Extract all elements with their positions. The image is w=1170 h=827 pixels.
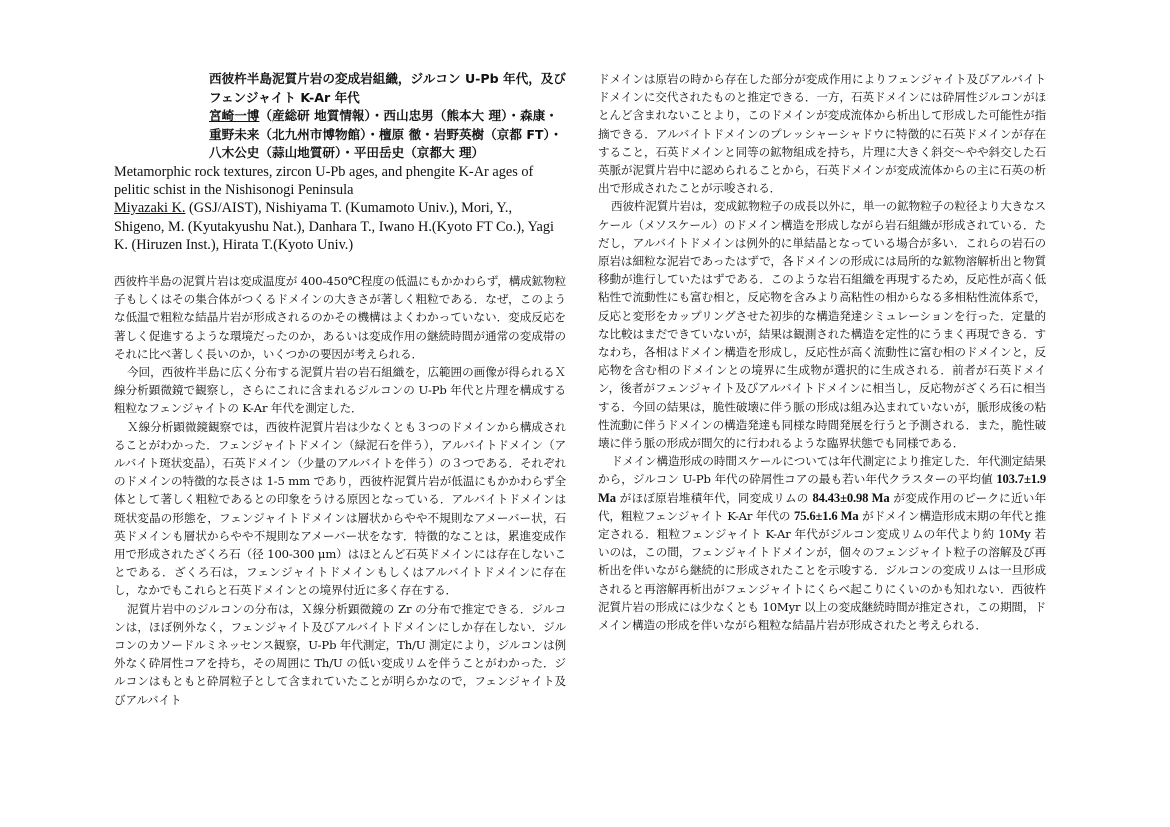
metamorphic-rim-age: 84.43±0.98 Ma	[812, 490, 890, 505]
japanese-authors	[209, 107, 566, 163]
english-title: Metamorphic rock textures, zircon U-Pb ages, and phengite K-Ar ages of pelitic schist in the Nishisonogi Peninsula	[114, 163, 534, 199]
right-column	[598, 70, 1046, 634]
abstract-body-left	[114, 272, 566, 709]
age-paragraph	[598, 452, 1046, 634]
paragraph: Ｘ線分析顕微鏡観察では，西彼杵泥質片岩は少なくとも３つのドメインから構成されることがわかった．フェンジャイトドメイン（緑泥石を伴う），アルバイトドメイン（アルバイト斑状変晶），石英ドメイン（少量のアルバイトを伴う）の３つである．それぞれのドメインの特徴的な長さは 1-5 mm であり，西彼杵泥質片岩が低温にもかかわらず全体として著しく粗粒であるとの印象をうける原因となっている．アルバイトドメインは斑状変晶の形態を，フェンジャイトドメインは層状からやや不規則なアメーバー状，石英ドメインも層状からやや不規則なアメーバー状をなす．特徴的なことは，累進変成作用で形成されたざくろ石（径 100-300 μm）はほとんど石英ドメインには存在しないことである．ざくろ石は，フェンジャイトドメインもしくはアルバイトドメインに存在し，なかでもこれらと石英ドメインとの境界付近に多く存在する．	[114, 419, 566, 598]
coauthors-en: (GSJ/AIST), Nishiyama T. (Kumamoto Univ.), Mori, Y., Shigeno, M. (Kyutakyushu Nat.), Danhara T., Iwano H.(Kyoto FT Co.), Yagi K. (Hiruzen Inst.), Hirata T.(Kyoto Univ.)	[114, 200, 554, 253]
presenting-author-en: Miyazaki K.	[114, 200, 186, 217]
paragraph: 西彼杵半島の泥質片岩は変成温度が 400-450℃程度の低温にもかかわらず，構成鉱物粒子もしくはその集合体がつくるドメインの大きさが著しく粗粒である．なぜ，このような低温で粗粒な結晶片岩が形成されるのかその機構はよくわかっていない．変成反応を著しく促進するような環境だったのか，あるいは変成作用の継続時間が通常の変成帯のそれに比べ著しく長いのか，いくつかの要因が考えられる．	[114, 273, 566, 361]
phengite-kar-age: 75.6±1.6 Ma	[794, 508, 859, 523]
age-text: が変成作用のピークに近い年代，粗粒フェンジャイト K-Ar 年代の	[598, 490, 1046, 523]
abstract-body-right	[598, 70, 1046, 634]
age-text: がほぼ原岩堆積年代，同変成リムの	[615, 490, 813, 505]
english-authors	[114, 199, 566, 254]
coauthors-ja: （産総研 地質情報）・西山忠男（熊本大 理）・森康・重野未来（北九州市博物館）・檀原 徹・岩野英樹（京都 FT）・八木公史（蒜山地質研）・平田岳史（京都大 理）	[209, 108, 563, 161]
japanese-title: 西彼杵半島泥質片岩の変成岩組織，ジルコン U-Pb 年代，及びフェンジャイト K-Ar 年代	[209, 71, 566, 105]
paragraph: 今回，西彼杵半島に広く分布する泥質片岩の岩石組織を，広範囲の画像が得られるＸ線分析顕微鏡で観察し，さらにこれに含まれるジルコンの U-Pb 年代と片理を構成する粗粒なフェンジャイトの K-Ar 年代を測定した．	[114, 365, 566, 416]
paragraph: 西彼杵泥質片岩は，変成鉱物粒子の成長以外に，単一の鉱物粒子の粒径より大きなスケール（メソスケール）のドメイン構造を形成しながら岩石組織が形成されている．ただし，アルバイトドメインは例外的に単結晶となっている場合が多い．これらの岩石の原岩は細粒な泥岩であったはずで，各ドメインの形成には局所的な鉱物溶解析出と物質移動が進行していたはずである．このような岩石組織を再現するため，反応性が高く低粘性で流動性にも富む相と，反応物を含みより高粘性の相からなる多相粘性流体系で，反応と変形をカップリングさせた初歩的な構造発達シミュレーションを行った．定量的な比較はまだできていないが，結果は観測された構造を定性的にうまく再現できる．すなわち，各相はドメイン構造を形成し，反応性が高く流動性に富む相のドメインと，反応物を含む相のドメインとの境界に生成物が選択的に生成される．前者が石英ドメイン，後者がフェンジャイト及びアルバイトドメインに相当し，反応物がざくろ石に相当する．今回の結果は，脆性破壊に伴う脈の形成は組み込まれていないが，脈形成後の粘性流動に伴うドメインの構造発達も同様な時間発展を行うと予測される．また，脆性破壊に伴う脈の形成が間欠的に行われるような臨界状態でも同様である．	[598, 199, 1046, 451]
paragraph: ドメインは原岩の時から存在した部分が変成作用によりフェンジャイト及びアルバイトドメインに交代されたものと推定できる．一方，石英ドメインには砕屑性ジルコンがほとんど含まれないことより，このドメインが変成流体から析出して形成した可能性が指摘できる．アルバイトドメインのプレッシャーシャドウに特徴的に石英ドメインが存在すること，石英ドメインと同等の鉱物組成を持ち，片理に大きく斜交〜やや斜交した石英脈が泥質片岩中に認められることから，石英ドメインが変成流体からの主に石英の析出で形成されたことが示唆される．	[598, 72, 1046, 196]
paragraph: 泥質片岩中のジルコンの分布は，Ｘ線分析顕微鏡の Zr の分布で推定できる．ジルコンは，ほぼ例外なく，フェンジャイト及びアルバイトドメインにしか存在しない．ジルコンのカソードルミネッセンス観察，U-Pb 年代測定，Th/U 測定により，ジルコンは例外なく砕屑性コアを持ち，その周囲に Th/U の低い変成リムを伴うことがわかった．ジルコンはもともと砕屑粒子として含まれていたことが明らかなので，フェンジャイト及びアルバイト	[114, 601, 566, 707]
age-text: ドメイン構造形成の時間スケールについては年代測定により推定した．年代測定結果から，ジルコン U-Pb 年代の砕屑性コアの最も若い年代クラスターの平均値	[598, 454, 1046, 487]
age-text: がドメイン構造形成末期の年代と推定される．粗粒フェンジャイト K-Ar 年代がジルコン変成リムの年代より約 10My 若いのは，この間，フェンジャイトドメインが，個々のフェンジャイト粒子の溶解及び再析出を伴いながら継続的に形成されたことを示唆する．ジルコンの変成リムは一旦形成されると再溶解再析出がフェンジャイトにくらべ起こりにくいのかも知れない．西彼杵泥質片岩の形成には少なくとも 10Myr 以上の変成継続時間が推定され，この期間，ドメイン構造の形成を伴いながら粗粒な結晶片岩が形成されたと考えられる．	[598, 508, 1046, 633]
left-column	[114, 70, 566, 709]
detrital-core-age: 103.7±1.9 Ma	[598, 472, 1046, 505]
presenting-author-ja: 宮崎一博	[209, 108, 260, 124]
